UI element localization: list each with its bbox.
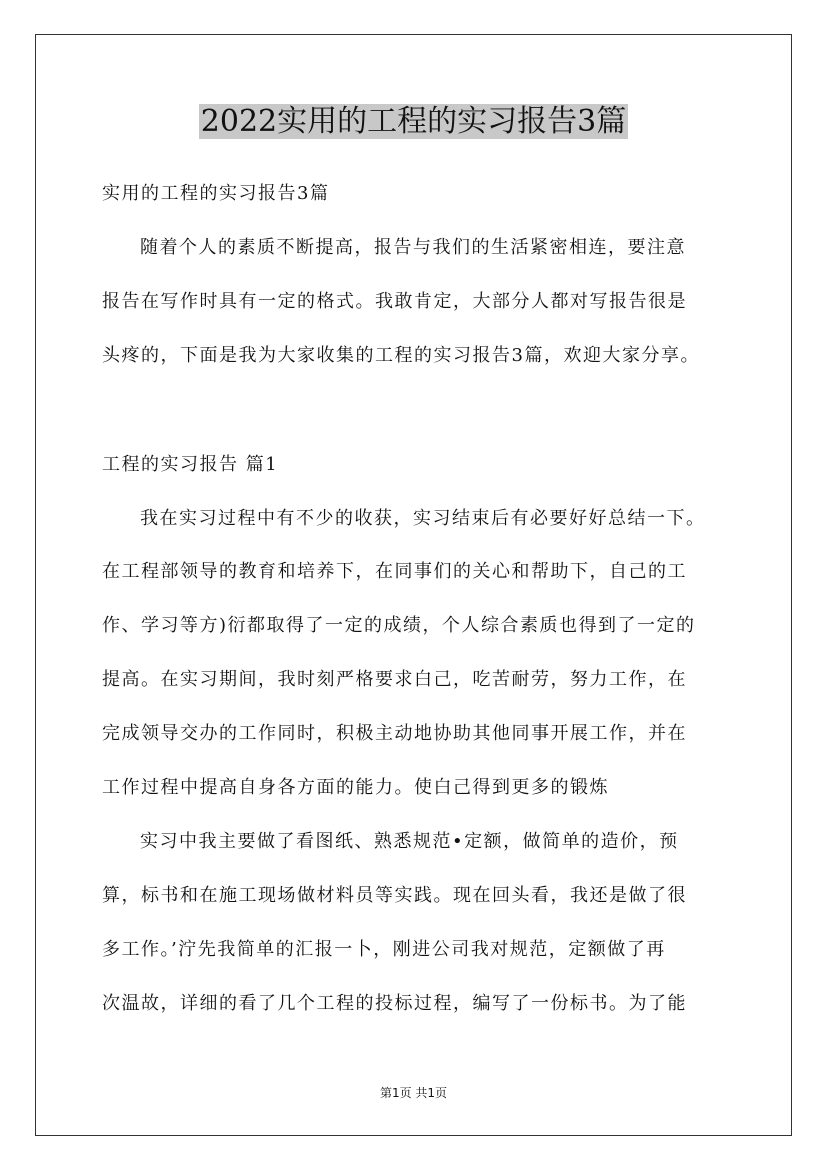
body-line: 工作过程中提高自身各方面的能力。使白己得到更多的锻炼 [102,777,609,798]
section-heading: 工程的实习报告 篇1 [102,454,279,475]
intro-line: 随着个人的素质不断提高，报告与我们的生活紧密相连，要注意 [140,237,686,258]
body-line: 算，标书和在施工现场做材料员等实践。现在回头看，我还是做了很 [102,885,687,906]
document-title-wrap [0,100,827,144]
body-line: 次温故，详细的看了几个工程的投标过程，编写了一份标书。为了能 [102,993,687,1014]
document-title: 2022实用的工程的实习报告3篇 [200,104,627,139]
body-line: 在工程部领导的教育和培养下，在同事们的关心和帮助下，自己的工 [102,561,687,582]
body-line: 多工作。’泞先我简单的汇报一卜，刚进公司我对规范，定额做了再 [102,939,666,960]
intro-line: 头疼的，下面是我为大家收集的工程的实习报告3篇，欢迎大家分享。 [102,345,700,366]
body-line: 作、学习等方)衍都取得了一定的成绩，个人综合素质也得到了一定的 [102,615,696,636]
document-subtitle: 实用的工程的实习报告3篇 [102,183,330,204]
body-line: 实习中我主要做了看图纸、熟悉规范•定额，做简单的造价，预 [140,831,679,852]
page-footer: 第1页 共1页 [379,1086,448,1100]
intro-line: 报告在写作时具有一定的格式。我敢肯定，大部分人都对写报告很是 [102,291,687,312]
body-line: 我在实习过程中有不少的收获，实习结束后有必要好好总结一下。 [140,508,706,529]
body-line: 提高。在实习期间，我时刻严格要求白己，吃苦耐劳，努力工作，在 [102,669,687,690]
body-line: 完成领导交办的工作同时，积极主动地协助其他同事开展工作，并在 [102,723,687,744]
